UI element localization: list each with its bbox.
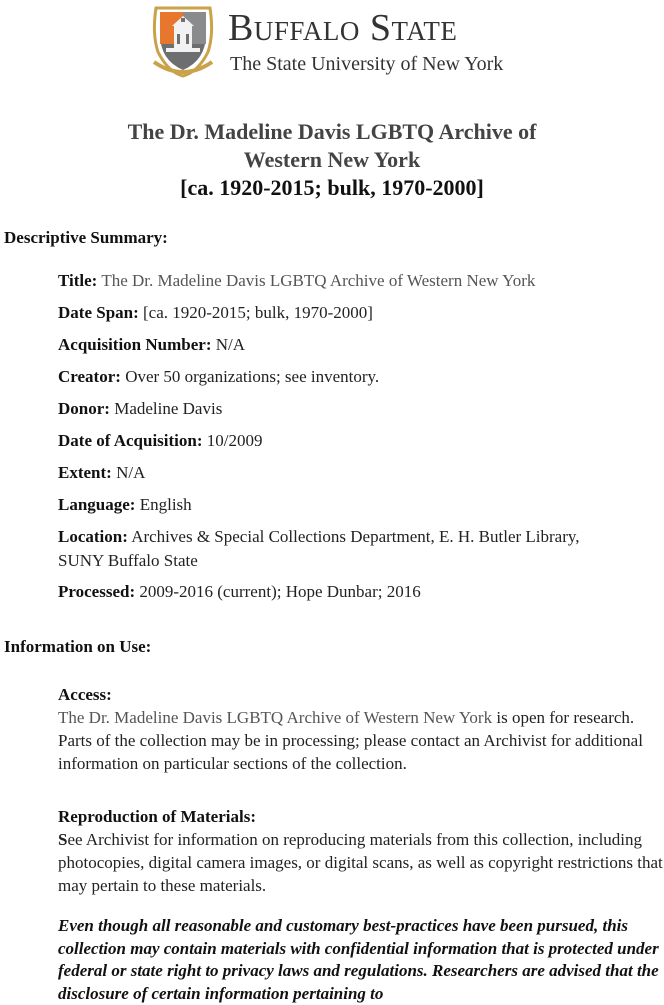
access-collection-name: The Dr. Madeline Davis LGBTQ Archive of Western New York xyxy=(58,708,493,727)
field-label: Processed: xyxy=(58,582,136,601)
field-donor xyxy=(58,397,222,421)
field-acquisition-number xyxy=(58,333,245,357)
access-section xyxy=(58,683,664,775)
field-title xyxy=(58,269,535,293)
field-label: Language: xyxy=(58,495,136,514)
field-value-continued: SUNY Buffalo State xyxy=(58,551,198,570)
field-label: Date Span: xyxy=(58,303,139,322)
university-header xyxy=(148,4,528,78)
field-value: Over 50 organizations; see inventory. xyxy=(125,367,380,386)
access-text: is open for research. Parts of the collection may be in processing; please contact an Archivist for additional information on particular sections of the collection. xyxy=(58,708,643,773)
title-line-1: The Dr. Madeline Davis LGBTQ Archive of xyxy=(127,119,537,144)
field-label: Location: xyxy=(58,527,128,546)
title-line-2: Western New York xyxy=(243,147,421,172)
descriptive-summary-heading: Descriptive Summary: xyxy=(4,228,168,247)
university-seal-icon xyxy=(148,4,218,78)
field-label: Title: xyxy=(58,271,98,290)
access-heading: Access: xyxy=(58,685,112,704)
field-processed xyxy=(58,580,421,604)
title-date-range: [ca. 1920-2015; bulk, 1970-2000] xyxy=(180,175,484,200)
field-location xyxy=(58,525,580,573)
field-value: Archives & Special Collections Department, E. H. Butler Library, xyxy=(131,527,580,546)
field-extent xyxy=(58,461,145,485)
brand-name: Buffalo State xyxy=(228,7,458,49)
privacy-notice: Even though all reasonable and customary best-practices have been pursued, this collection may contain materials with confidential information that is protected under federal or state right to privacy laws and regulations. Researchers are advised that the disclosure of certain information pertaining to xyxy=(58,916,659,1003)
field-value: N/A xyxy=(116,463,146,482)
information-on-use-heading: Information on Use: xyxy=(4,637,152,656)
field-label: Creator: xyxy=(58,367,121,386)
field-creator xyxy=(58,365,379,389)
field-value: 2009-2016 (current); Hope Dunbar; 2016 xyxy=(139,582,421,601)
field-label: Extent: xyxy=(58,463,112,482)
reproduction-text: ee Archivist for information on reproducing materials from this collection, including photocopies, digital camera images, or digital scans, as well as copyright restrictions that may pertain to these materials. xyxy=(58,830,663,895)
field-value: The Dr. Madeline Davis LGBTQ Archive of Western New York xyxy=(101,271,536,290)
field-value: Madeline Davis xyxy=(114,399,223,418)
document-title xyxy=(0,118,664,202)
field-language xyxy=(58,493,192,517)
field-value: English xyxy=(139,495,192,514)
brand-subtitle: The State University of New York xyxy=(230,53,504,75)
field-date-span xyxy=(58,301,373,325)
field-label: Date of Acquisition: xyxy=(58,431,203,450)
field-label: Donor: xyxy=(58,399,110,418)
field-value: N/A xyxy=(215,335,246,354)
reproduction-initial: S xyxy=(58,830,68,849)
field-value: [ca. 1920-2015; bulk, 1970-2000] xyxy=(143,303,373,322)
field-label: Acquisition Number: xyxy=(58,335,212,354)
reproduction-section xyxy=(58,805,664,897)
field-value: 10/2009 xyxy=(206,431,263,450)
field-date-of-acquisition xyxy=(58,429,262,453)
reproduction-heading: Reproduction of Materials: xyxy=(58,807,256,826)
